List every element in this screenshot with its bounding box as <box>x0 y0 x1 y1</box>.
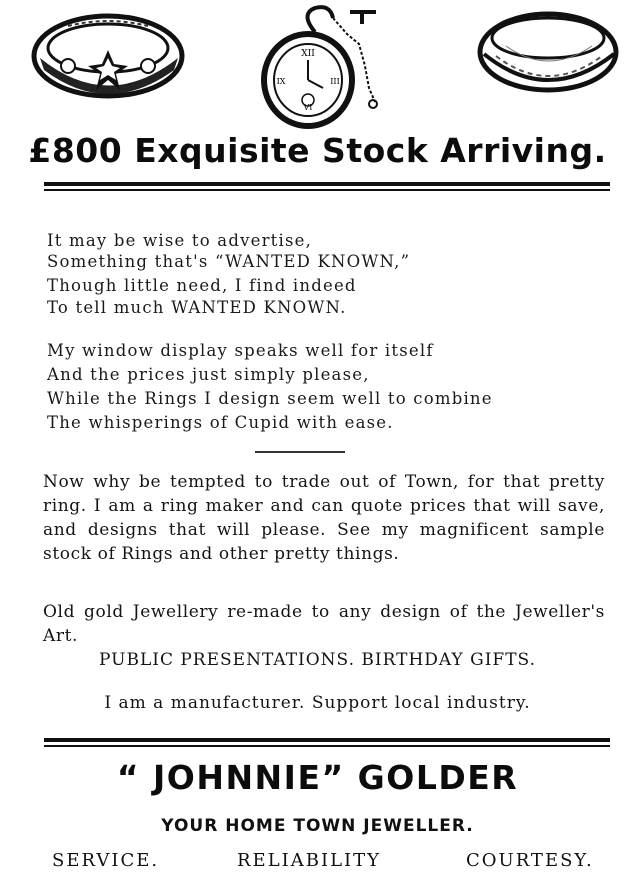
pocket-watch-icon <box>255 4 390 132</box>
footer-rule <box>44 738 610 742</box>
paragraph-old-gold: Old gold Jewellery re-made to any design of the Jeweller's Art. <box>43 602 605 646</box>
svg-text:III: III <box>330 77 340 86</box>
footer-reliability: RELIABILITY <box>237 850 382 871</box>
ring-icon <box>28 8 188 108</box>
paragraph-rings: Now why be tempted to trade out of Town, for that pretty ring. I am a ring maker and can quote prices that will save, and designs that will please. See my magnificent sample stock of Rings and other pretty things. <box>43 472 605 564</box>
presentations-line: PUBLIC PRESENTATIONS. BIRTHDAY GIFTS. <box>98 650 536 670</box>
verse-line: My window display speaks well for itself <box>47 341 434 360</box>
verse-line: It may be wise to advertise, <box>47 231 313 250</box>
svg-text:VI: VI <box>303 103 313 112</box>
section-divider <box>255 451 345 453</box>
verse-line: While the Rings I design seem well to combine <box>47 389 493 408</box>
verse-line: And the prices just simply please, <box>47 365 370 384</box>
verse-line: Though little need, I find indeed <box>47 276 357 295</box>
headline: £800 Exquisite Stock Arriving. <box>28 131 607 170</box>
band-ring-icon <box>476 6 621 106</box>
headline-rule-thin <box>44 189 610 191</box>
verse-line: Something that's “WANTED KNOWN,” <box>47 252 411 271</box>
verse-line: To tell much WANTED KNOWN. <box>47 298 347 317</box>
svg-text:XII: XII <box>301 49 315 59</box>
brand-name: “ JOHNNIE” GOLDER <box>116 758 519 797</box>
headline-rule <box>44 182 610 186</box>
verse-line: The whisperings of Cupid with ease. <box>47 413 394 432</box>
manufacturer-line: I am a manufacturer. Support local industry. <box>104 693 531 713</box>
footer-service: SERVICE. <box>52 850 160 871</box>
svg-text:IX: IX <box>276 77 286 86</box>
tagline: YOUR HOME TOWN JEWELLER. <box>161 816 474 836</box>
footer-rule-thin <box>44 745 610 747</box>
footer-courtesy: COURTESY. <box>466 850 594 871</box>
